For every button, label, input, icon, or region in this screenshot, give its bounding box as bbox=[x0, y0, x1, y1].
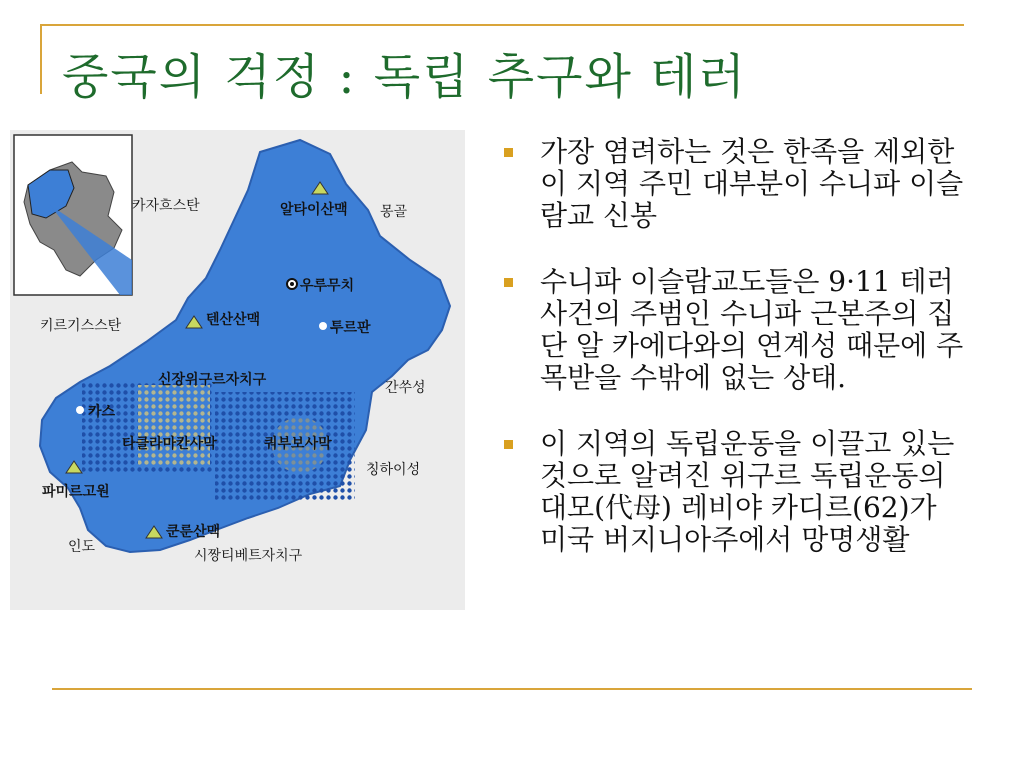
label-altai: 알타이산맥 bbox=[280, 202, 348, 218]
label-kyrgyzstan: 키르기스스탄 bbox=[40, 318, 122, 334]
bullet-item bbox=[500, 428, 970, 556]
bullet-text: 가장 염려하는 것은 한족을 제외한 이 지역 주민 대부분이 수니파 이슬람교 신봉 bbox=[540, 135, 964, 232]
label-taklamakan: 타클라마칸사막 bbox=[122, 436, 217, 452]
label-india: 인도 bbox=[68, 539, 96, 555]
label-qinghai: 칭하이성 bbox=[366, 462, 421, 478]
bullet-text: 수니파 이슬람교도들은 9·11 테러 사건의 주범인 수니파 근본주의 집단 알 카에다와의 연계성 때문에 주목받을 수밖에 없는 상태. bbox=[540, 265, 964, 394]
bullet-text: 이 지역의 독립운동을 이끌고 있는 것으로 알려진 위구르 독립운동의 대모(代母) 레비야 카디르(62)가 미국 버지니아주에서 망명생활 bbox=[540, 427, 955, 556]
bullet-marker-icon bbox=[504, 148, 513, 157]
bullet-marker-icon bbox=[504, 440, 513, 449]
label-gansu: 간쑤성 bbox=[385, 380, 426, 396]
label-tibet: 시짱티베트자치구 bbox=[194, 548, 303, 564]
label-kashgar: 카스 bbox=[88, 404, 116, 420]
label-tianshan: 텐산산맥 bbox=[206, 312, 261, 328]
label-turpan: 투르판 bbox=[330, 320, 371, 336]
label-kunlun: 쿤룬산맥 bbox=[166, 524, 221, 540]
label-mongolia: 몽골 bbox=[380, 204, 408, 220]
label-kumtag: 쿼부보사막 bbox=[264, 436, 332, 452]
xinjiang-map bbox=[10, 130, 465, 610]
left-rule bbox=[40, 24, 42, 94]
label-pamir: 파미르고원 bbox=[42, 484, 110, 500]
bullet-item bbox=[500, 136, 970, 232]
inset-map bbox=[14, 135, 132, 295]
bullet-marker-icon bbox=[504, 278, 513, 287]
slide-title: 중국의 걱정 : 독립 추구와 테러 bbox=[62, 49, 747, 105]
bottom-rule bbox=[52, 688, 972, 690]
map-graphic bbox=[10, 130, 465, 610]
label-kazakhstan: 카자흐스탄 bbox=[132, 198, 200, 214]
label-urumqi: 우루무치 bbox=[300, 278, 355, 294]
bullet-list bbox=[500, 136, 970, 590]
top-rule bbox=[40, 24, 964, 26]
label-xinjiang: 신장위구르자치구 bbox=[158, 372, 267, 388]
bullet-item bbox=[500, 266, 970, 394]
